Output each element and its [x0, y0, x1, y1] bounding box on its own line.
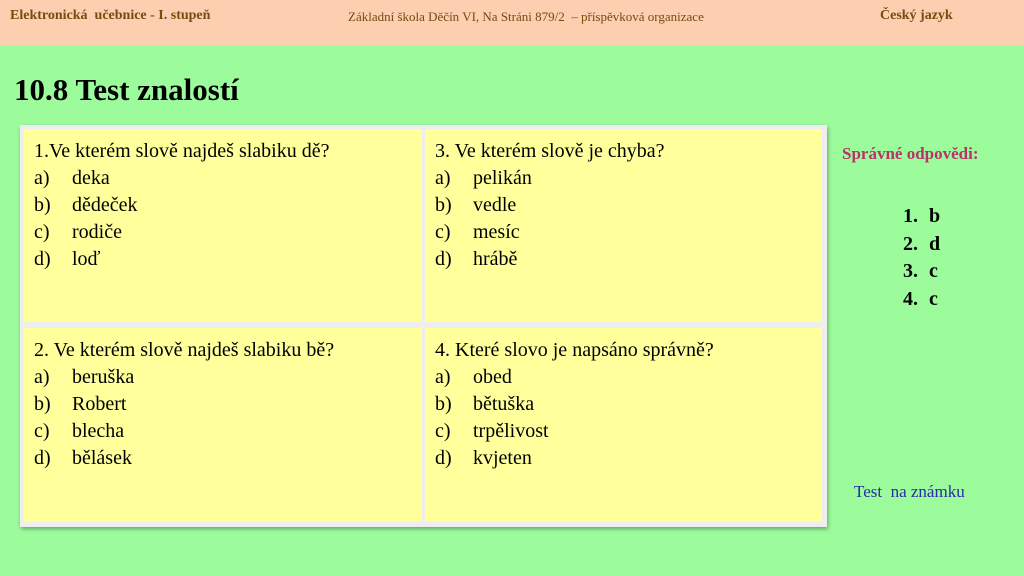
option-text: bětuška — [473, 393, 535, 415]
answer-option — [34, 418, 422, 445]
option-text: loď — [72, 248, 101, 270]
option-text: deka — [72, 167, 110, 189]
question-cell-3 — [425, 129, 822, 322]
answer-option — [435, 246, 822, 273]
answer-number: 2. — [903, 232, 918, 255]
answer-value: d — [929, 232, 941, 255]
answer-option — [34, 219, 422, 246]
option-letter: c) — [435, 420, 451, 442]
answer-option — [435, 364, 822, 391]
option-letter: d) — [435, 248, 452, 270]
option-text: dědeček — [72, 194, 138, 216]
option-text: mesíc — [473, 221, 520, 243]
quiz-table — [20, 125, 827, 527]
answer-number: 4. — [903, 287, 918, 310]
answer-option — [34, 445, 422, 472]
question-cell-2 — [24, 328, 422, 522]
option-letter: b) — [34, 393, 51, 415]
answer-number: 3. — [903, 260, 918, 282]
graded-test-link[interactable]: Test na známku — [854, 482, 965, 501]
answer-option — [34, 364, 422, 391]
option-letter: b) — [34, 194, 51, 216]
option-text: kvjeten — [473, 447, 532, 469]
option-letter: d) — [34, 447, 51, 469]
option-text: vedle — [473, 194, 517, 216]
answer-option — [435, 391, 822, 418]
option-letter: d) — [435, 447, 452, 469]
header-textbook-title: Elektronická učebnice - I. stupeň — [10, 8, 211, 23]
answer-item — [903, 258, 940, 286]
answer-value: c — [929, 260, 938, 282]
answer-option — [34, 391, 422, 418]
option-letter: d) — [34, 248, 51, 270]
page-title: 10.8 Test znalostí — [14, 72, 239, 107]
answer-value: c — [929, 287, 938, 310]
option-text: rodiče — [72, 221, 122, 243]
option-text: trpělivost — [473, 420, 549, 442]
option-text: obed — [473, 366, 512, 388]
answer-option — [435, 418, 822, 445]
answer-option — [435, 219, 822, 246]
option-letter: c) — [435, 221, 451, 243]
question-text: 3. Ve kterém slově je chyba? — [435, 140, 665, 162]
option-text: hrábě — [473, 248, 518, 270]
answer-option — [34, 192, 422, 219]
option-text: pelikán — [473, 167, 532, 189]
question-text: 1.Ve kterém slově najdeš slabiku dě? — [34, 140, 330, 162]
question-cell-1 — [24, 129, 422, 322]
answer-item — [903, 231, 940, 259]
option-text: bělásek — [72, 447, 132, 469]
header-school-name: Základní škola Děčín VI, Na Stráni 879/2 – příspěvková organizace — [348, 9, 704, 24]
answer-item — [903, 286, 940, 314]
option-letter: b) — [435, 393, 452, 415]
option-text: Robert — [72, 393, 127, 415]
option-letter: b) — [435, 194, 452, 216]
option-letter: c) — [34, 221, 50, 243]
option-text: beruška — [72, 366, 135, 388]
question-text: 4. Které slovo je napsáno správně? — [435, 339, 714, 361]
question-cell-4 — [425, 328, 822, 522]
answer-option — [435, 192, 822, 219]
answer-option — [34, 246, 422, 273]
option-letter: a) — [34, 366, 50, 388]
option-letter: a) — [435, 366, 451, 388]
answer-option — [34, 165, 422, 192]
answer-value: b — [929, 205, 941, 227]
answer-item — [903, 203, 940, 231]
answer-option — [435, 445, 822, 472]
answer-number: 1. — [903, 205, 918, 227]
question-text: 2. Ve kterém slově najdeš slabiku bě? — [34, 339, 335, 361]
option-letter: c) — [34, 420, 50, 442]
option-text: blecha — [72, 420, 125, 442]
option-letter: a) — [34, 167, 50, 189]
option-letter: a) — [435, 167, 451, 189]
header-subject: Český jazyk — [880, 8, 953, 23]
correct-answers-list — [903, 203, 940, 313]
answer-option — [435, 165, 822, 192]
header-bar — [0, 0, 1024, 46]
correct-answers-heading: Správné odpovědi: — [842, 144, 979, 163]
